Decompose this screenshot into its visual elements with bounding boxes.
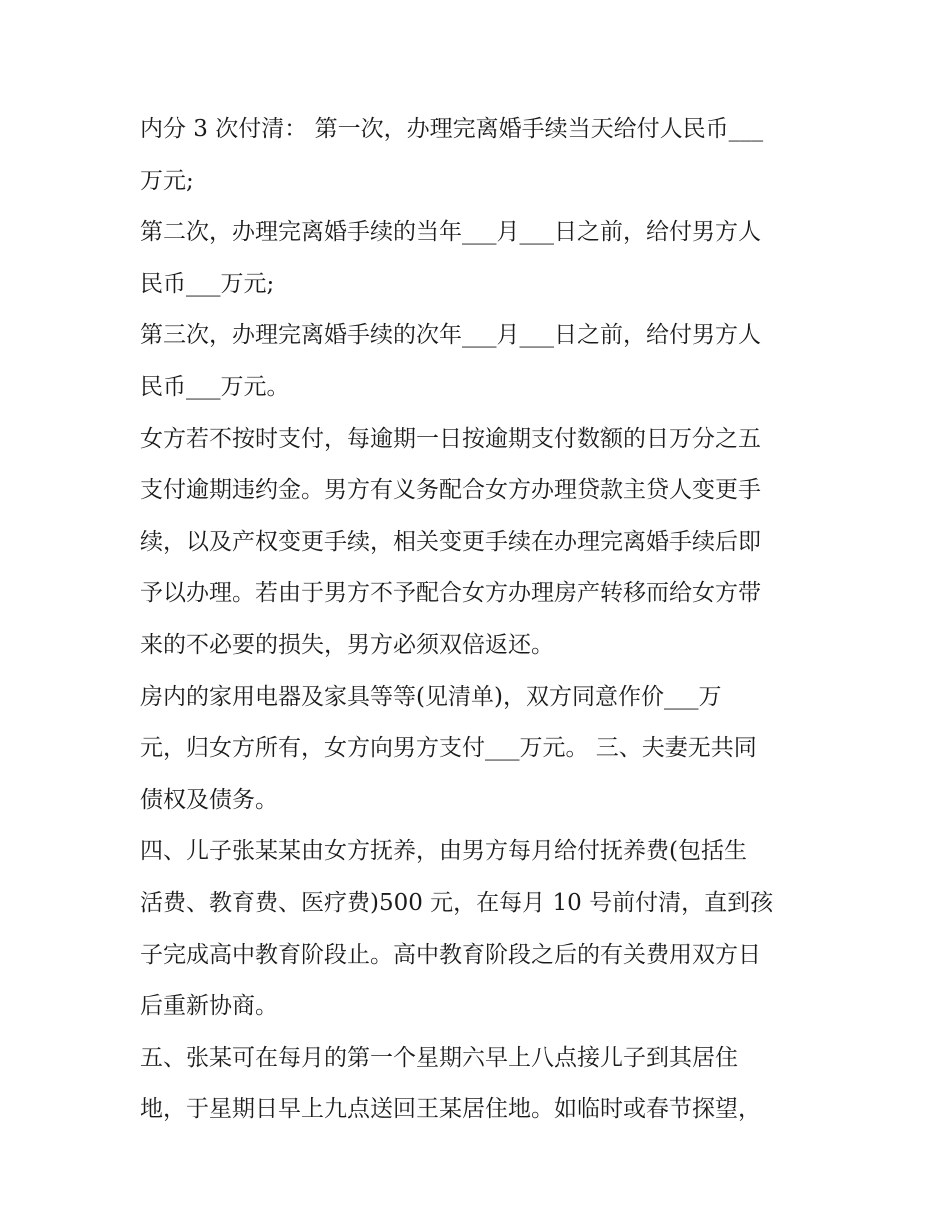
text-line: 第三次，办理完离婚手续的次年___月___日之前，给付男方人 xyxy=(140,322,761,349)
text-line: 万元; xyxy=(140,167,194,194)
text-line: 第二次，办理完离婚手续的当年___月___日之前，给付男方人 xyxy=(140,219,761,246)
text-line: 来的不必要的损失，男方必须双倍返还。 xyxy=(140,631,554,658)
text-line: 后重新协商。 xyxy=(140,993,278,1020)
text-line: 支付逾期违约金。男方有义务配合女方办理贷款主贷人变更手 xyxy=(140,477,761,504)
text-line: 元，归女方所有，女方向男方支付___万元。 三、夫妻无共同 xyxy=(140,735,757,762)
text-line: 子完成高中教育阶段止。高中教育阶段之后的有关费用双方日 xyxy=(140,941,761,968)
text-line: 债权及债务。 xyxy=(140,786,278,813)
text-line: 五、张某可在每月的第一个星期六早上八点接儿子到其居住 xyxy=(140,1044,738,1071)
document-body xyxy=(140,104,820,1136)
text-line: 民币___万元; xyxy=(140,270,275,297)
text-line: 地，于星期日早上九点送回王某居住地。如临时或春节探望， xyxy=(140,1096,761,1123)
text-line: 民币___万元。 xyxy=(140,373,290,400)
text-line: 续，以及产权变更手续，相关变更手续在办理完离婚手续后即 xyxy=(140,528,761,555)
text-line: 予以办理。若由于男方不予配合女方办理房产转移而给女方带 xyxy=(140,580,761,607)
text-line: 四、儿子张某某由女方抚养，由男方每月给付抚养费(包括生 xyxy=(140,838,747,865)
text-line: 活费、教育费、医疗费)500 元，在每月 10 号前付清，直到孩 xyxy=(140,889,774,916)
text-line: 女方若不按时支付，每逾期一日按逾期支付数额的日万分之五 xyxy=(140,425,761,452)
text-line: 内分 3 次付清： 第一次，办理完离婚手续当天给付人民币___ xyxy=(140,116,764,142)
text-line: 房内的家用电器及家具等等(见清单)，双方同意作价___万 xyxy=(140,683,722,710)
